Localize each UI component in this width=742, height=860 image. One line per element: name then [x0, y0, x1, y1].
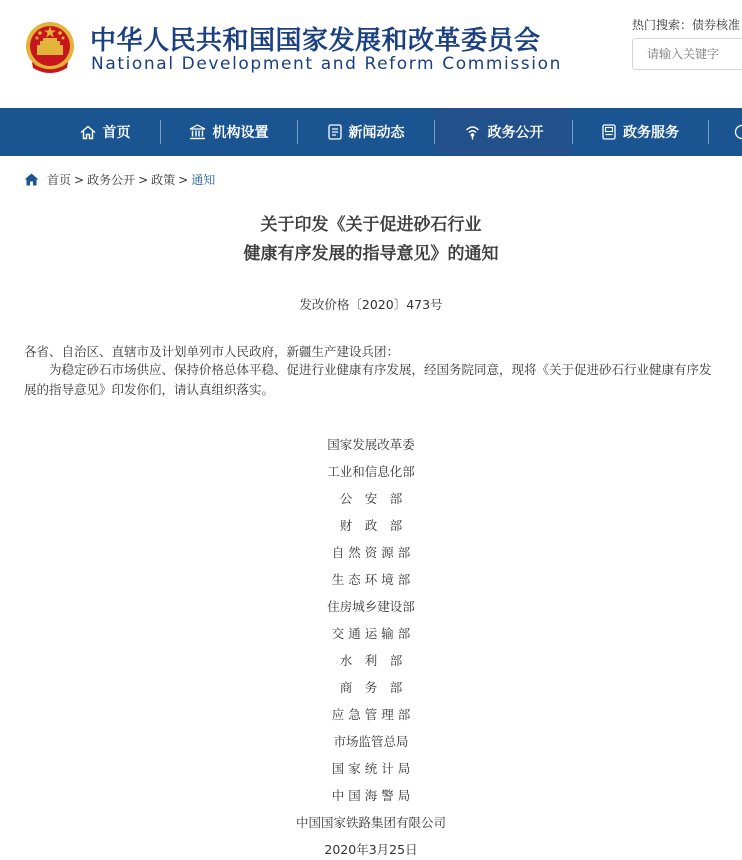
nav-item-label: 机构设置: [212, 125, 269, 141]
signatory: 国 家 统 计 局: [331, 761, 411, 776]
signatory: 应 急 管 理 部: [331, 707, 411, 722]
search-input[interactable]: [632, 38, 742, 70]
nav-item-news[interactable]: [298, 108, 434, 156]
article-title-line-2: 健康有序发展的指导意见》的通知: [243, 244, 499, 264]
home-icon[interactable]: [24, 173, 39, 186]
hot-search-link[interactable]: 债券核准: [692, 18, 741, 32]
nav-item-label: 政务公开: [487, 125, 544, 141]
breadcrumb-separator: >: [178, 172, 189, 187]
issue-date: 2020年3月25日: [324, 842, 418, 857]
site-title-cn[interactable]: 中华人民共和国国家发展和改革委员会: [90, 26, 541, 56]
breadcrumb-separator: >: [74, 172, 85, 187]
breadcrumb-policy[interactable]: 政策: [151, 173, 176, 187]
signatory: 工业和信息化部: [327, 464, 415, 479]
signatory: 水 利 部: [339, 653, 403, 668]
body-paragraph: 为稳定砂石市场供应、保持价格总体平稳、促进行业健康有序发展，经国务院同意，现将《关于促进砂石行业健康有序发展的指导意见》印发你们，请认真组织落实。: [24, 362, 712, 397]
institution-icon: [189, 124, 206, 140]
broadcast-icon: [464, 125, 481, 140]
nav-item-label: 政务服务: [623, 125, 679, 141]
signatory: 商 务 部: [339, 680, 403, 695]
signatory: 交 通 运 输 部: [331, 626, 411, 641]
home-icon: [80, 125, 96, 140]
document-number: 发改价格〔2020〕473号: [299, 297, 443, 312]
service-icon: [602, 124, 616, 140]
signatory: 中国国家铁路集团有限公司: [295, 815, 446, 830]
nav-item-label: 新闻动态: [348, 125, 405, 141]
nav-divider: [708, 120, 709, 144]
salutation: 各省、自治区、直辖市及计划单列市人民政府，新疆生产建设兵团：: [24, 344, 400, 359]
signatory: 自 然 资 源 部: [331, 545, 411, 560]
breadcrumb-separator: >: [138, 172, 149, 187]
signatory: 生 态 环 境 部: [331, 572, 411, 587]
signatory: 公 安 部: [339, 491, 403, 506]
main-nav: [0, 108, 742, 156]
breadcrumb: [24, 171, 215, 188]
nav-item-label: 首页: [102, 125, 131, 141]
hot-search: [632, 16, 740, 33]
signatory: 住房城乡建设部: [327, 599, 415, 614]
news-icon: [328, 124, 342, 140]
signatory: 中 国 海 警 局: [331, 788, 411, 803]
more-nav-icon[interactable]: [734, 124, 742, 140]
nav-item-institutions[interactable]: [161, 108, 296, 156]
signatory: 财 政 部: [339, 518, 403, 533]
signatory: 国家发展改革委: [327, 437, 415, 452]
breadcrumb-government-affairs[interactable]: 政务公开: [87, 173, 136, 187]
nav-item-government-affairs[interactable]: [435, 108, 572, 156]
national-emblem-icon[interactable]: [23, 20, 77, 76]
signatory: 市场监管总局: [333, 734, 409, 749]
breadcrumb-current: 通知: [191, 173, 216, 187]
site-title-en[interactable]: National Development and Reform Commission: [91, 54, 562, 74]
nav-item-services[interactable]: [573, 108, 708, 156]
breadcrumb-home[interactable]: 首页: [47, 173, 72, 187]
hot-search-label: 热门搜索：: [632, 18, 693, 32]
article-title-line-1: 关于印发《关于促进砂石行业: [260, 215, 482, 235]
nav-item-home[interactable]: [50, 108, 160, 156]
site-header: [0, 0, 742, 108]
